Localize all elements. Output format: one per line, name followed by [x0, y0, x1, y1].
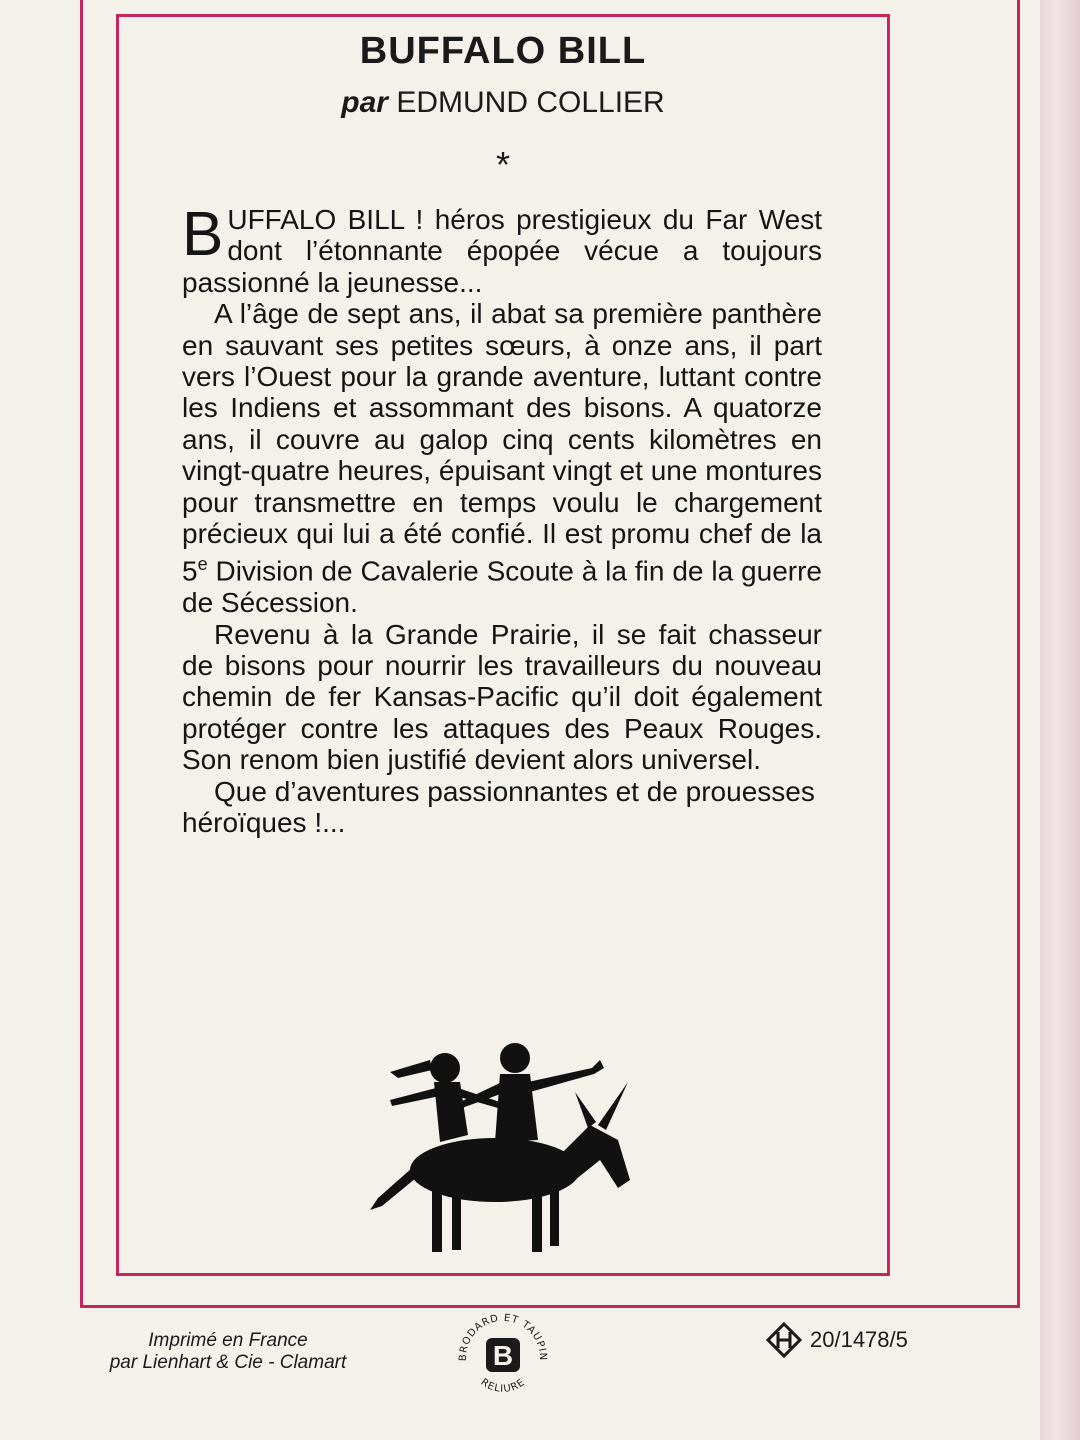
ordinal-superscript: e	[197, 554, 208, 575]
drop-cap: B	[182, 200, 224, 269]
children-on-donkey-silhouette	[360, 1030, 640, 1260]
imprint-line-2: par Lienhart & Cie - Clamart	[109, 1352, 347, 1373]
spine-edge	[1040, 0, 1080, 1440]
printer-imprint	[78, 1330, 378, 1374]
catalog-number: 20/1478/5	[810, 1327, 908, 1352]
paragraph-1-text: UFFALO BILL ! héros prestigieux du Far West dont l’étonnante épopée vécue a toujours passionné la jeunesse...	[182, 204, 822, 298]
paragraph-2-text: A l’âge de sept ans, il abat sa première panthère en sauvant ses petites sœurs, à onze ans, il part vers l’Ouest pour la grande aventure, luttant contre les Indiens et assommant des bisons. A quatorze ans, il couvre au galop cinq cents kilomètres en vingt-quatre heures, épuisant vingt et une montures pour transmettre en temps voulu le chargement précieux qui lui a été confié. Il est promu chef de la 5	[182, 298, 822, 587]
author-name: EDMUND COLLIER	[396, 86, 665, 119]
star-ornament: *	[495, 144, 510, 185]
svg-text:RELIURE	[478, 1377, 527, 1395]
brodard-taupin-seal	[448, 1300, 558, 1410]
hachette-diamond-icon	[766, 1322, 802, 1358]
blurb-text	[182, 200, 822, 839]
paragraph-4: Que d’aventures passionnantes et de prouesses héroïques !...	[182, 775, 815, 839]
author-line	[116, 86, 890, 120]
seal-text-top: BRODARD ET TAUPIN	[457, 1312, 549, 1362]
catalog-code	[766, 1322, 908, 1358]
book-title: BUFFALO BILL	[359, 30, 647, 72]
seal-letter: B	[492, 1340, 514, 1371]
paragraph-1	[182, 200, 822, 298]
imprint-line-1: Imprimé en France	[148, 1330, 308, 1351]
paragraph-2-text-end: Division de Cavalerie Scoute à la fin de la guerre de Sécession.	[182, 555, 822, 619]
author-prefix: par	[341, 86, 388, 119]
paragraph-2	[182, 298, 822, 618]
paragraph-3: Revenu à la Grande Prairie, il se fait chasseur de bisons pour nourrir les travailleurs du nouveau chemin de fer Kansas-Pacific qu’il doit également protéger contre les attaques des Peaux Rouges. Son renom bien justifié devient alors universel.	[182, 618, 822, 776]
seal-text-bottom: RELIURE	[478, 1376, 528, 1396]
